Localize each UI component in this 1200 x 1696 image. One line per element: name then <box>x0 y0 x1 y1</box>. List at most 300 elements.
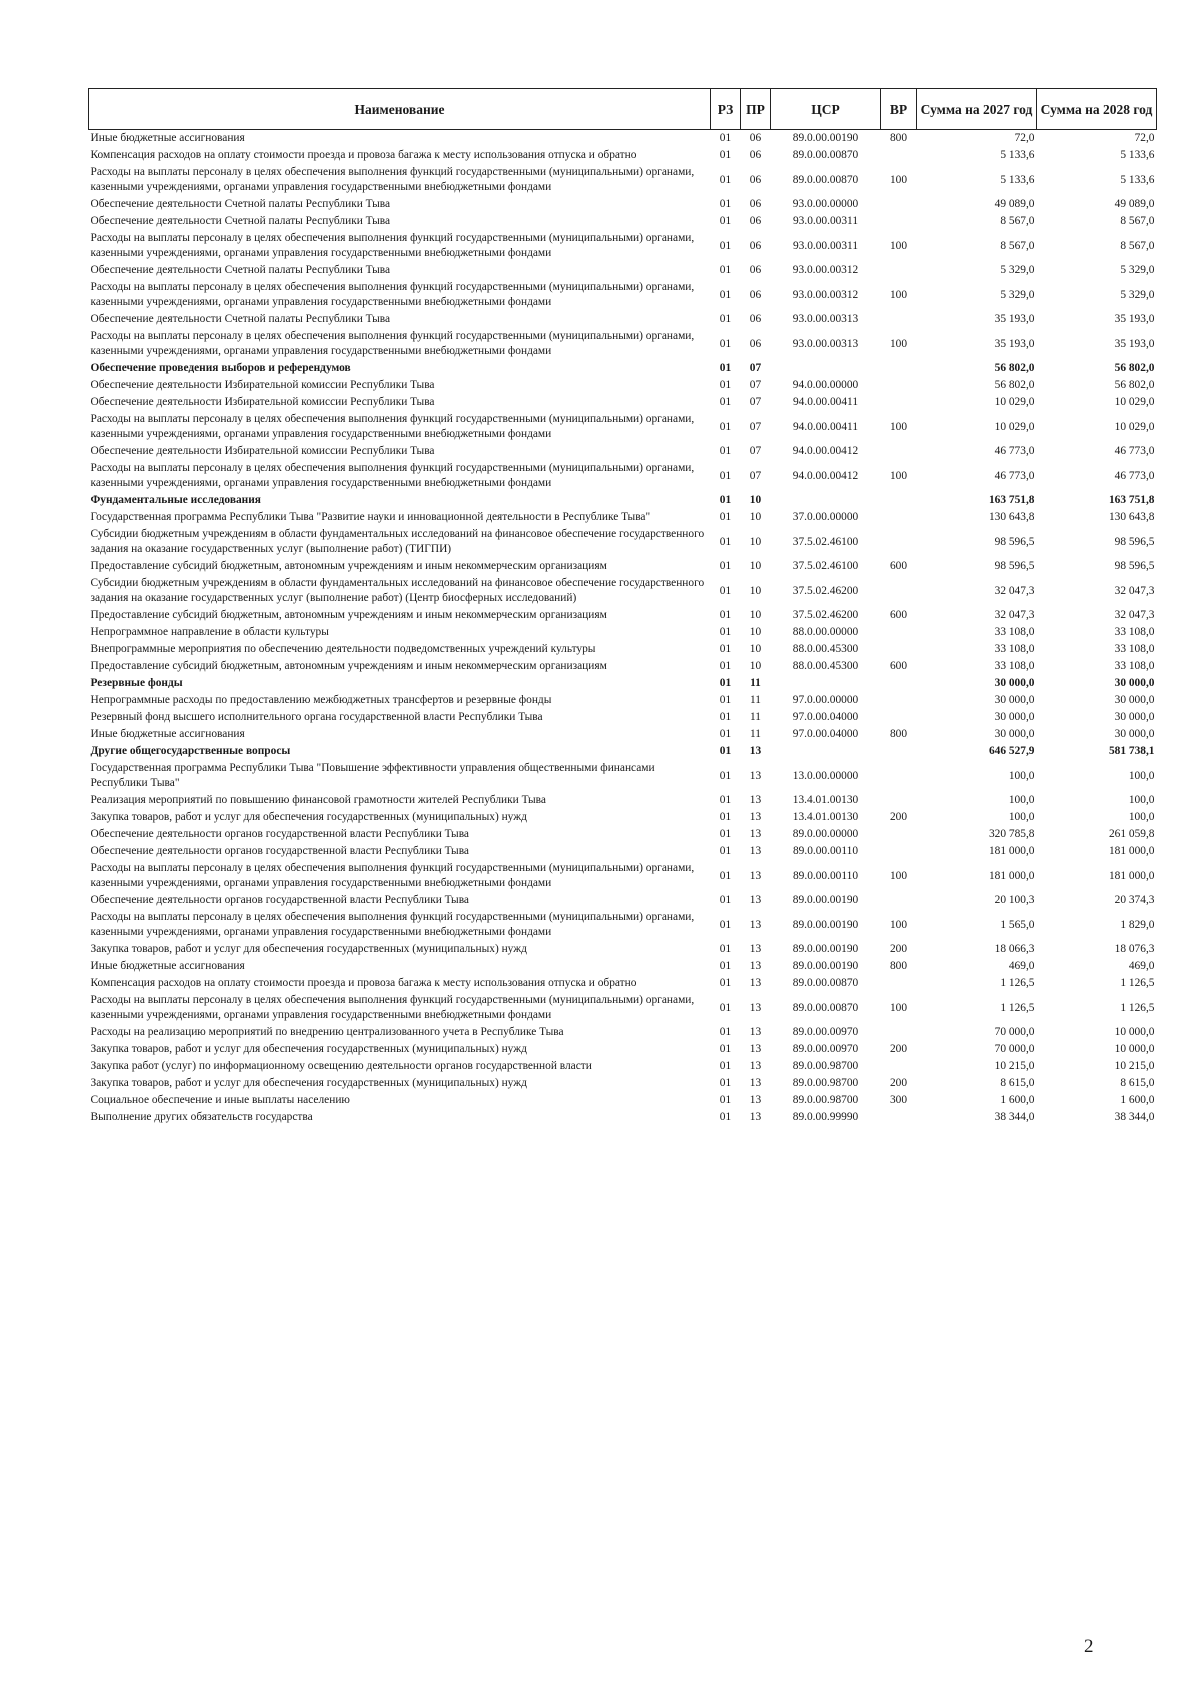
table-row <box>89 360 1157 377</box>
cell-name: Расходы на выплаты персоналу в целях обеспечения выполнения функций государственными (муниципальными) органами, казенными учреждениями, органами управления государственными внебюджетными фондами <box>90 281 695 308</box>
table-row <box>89 792 1157 809</box>
cell-vr <box>881 509 917 526</box>
cell-sum-2027: 10 029,0 <box>994 420 1035 433</box>
table-row <box>89 1058 1157 1075</box>
cell-rz: 01 <box>719 215 732 227</box>
cell-vr: 800 <box>889 132 908 144</box>
cell-sum-2027: 35 193,0 <box>994 337 1035 350</box>
cell-sum-2028: 20 374,3 <box>1114 894 1155 906</box>
cell-name: Расходы на выплаты персоналу в целях обеспечения выполнения функций государственными (муниципальными) органами, казенными учреждениями, органами управления государственными внебюджетными фондами <box>90 166 695 193</box>
cell-vr: 600 <box>889 560 908 572</box>
cell-vr <box>881 792 917 809</box>
cell-rz: 01 <box>719 745 732 757</box>
cell-sum-2027: 98 596,5 <box>994 560 1035 572</box>
table-body <box>89 130 1157 1127</box>
cell-sum-2028: 1 600,0 <box>1120 1094 1155 1106</box>
cell-vr <box>881 843 917 860</box>
cell-csr: 89.0.00.00870 <box>792 173 859 186</box>
cell-csr: 89.0.00.98700 <box>792 1077 859 1089</box>
cell-sum-2028: 49 089,0 <box>1114 198 1155 210</box>
cell-sum-2027: 30 000,0 <box>994 677 1035 689</box>
cell-rz: 01 <box>719 560 732 572</box>
cell-csr: 89.0.00.00870 <box>792 149 859 161</box>
table-row <box>89 279 1157 311</box>
cell-sum-2028: 46 773,0 <box>1114 469 1155 482</box>
cell-pr: 13 <box>749 794 762 806</box>
cell-sum-2028: 163 751,8 <box>1108 494 1155 506</box>
cell-vr <box>881 826 917 843</box>
cell-sum-2028: 8 615,0 <box>1120 1077 1155 1089</box>
cell-sum-2028: 5 133,6 <box>1120 173 1155 186</box>
cell-sum-2028: 181 000,0 <box>1108 869 1155 882</box>
table-row <box>89 909 1157 941</box>
cell-sum-2028: 18 076,3 <box>1114 943 1155 955</box>
cell-csr: 93.0.00.00000 <box>792 198 859 210</box>
cell-name: Обеспечение деятельности Счетной палаты Республики Тыва <box>90 215 391 227</box>
cell-name: Государственная программа Республики Тыва "Повышение эффективности управления общественными финансами Республики Тыва" <box>90 762 655 789</box>
table-row <box>89 675 1157 692</box>
cell-csr: 89.0.00.98700 <box>792 1094 859 1106</box>
cell-pr: 13 <box>749 845 762 857</box>
cell-pr: 13 <box>749 745 762 757</box>
cell-rz: 01 <box>719 264 732 276</box>
cell-csr: 94.0.00.00411 <box>792 396 859 408</box>
cell-rz: 01 <box>719 494 732 506</box>
cell-rz: 01 <box>719 694 732 706</box>
cell-name: Закупка товаров, работ и услуг для обеспечения государственных (муниципальных) нужд <box>90 943 527 955</box>
cell-csr: 89.0.00.00870 <box>792 977 859 989</box>
table-row <box>89 377 1157 394</box>
cell-pr: 13 <box>749 960 762 972</box>
cell-rz: 01 <box>719 239 732 252</box>
cell-name: Расходы на выплаты персоналу в целях обеспечения выполнения функций государственными (муниципальными) органами, казенными учреждениями, органами управления государственными внебюджетными фондами <box>90 862 695 889</box>
cell-sum-2027: 46 773,0 <box>994 445 1035 457</box>
cell-sum-2028: 1 829,0 <box>1120 918 1155 931</box>
cell-pr: 13 <box>749 869 762 882</box>
table-row <box>89 311 1157 328</box>
table-row <box>89 658 1157 675</box>
cell-sum-2028: 181 000,0 <box>1108 845 1155 857</box>
cell-csr: 37.5.02.46100 <box>792 535 859 548</box>
cell-name: Резервные фонды <box>90 677 183 689</box>
cell-csr: 94.0.00.00412 <box>792 445 859 457</box>
cell-pr: 11 <box>750 728 761 740</box>
cell-name: Компенсация расходов на оплату стоимости проезда и провоза багажа к месту использования отпуска и обратно <box>90 977 637 989</box>
cell-rz: 01 <box>719 469 732 482</box>
header-sum-2027: Сумма на 2027 год <box>917 89 1037 130</box>
cell-sum-2027: 5 133,6 <box>1000 149 1035 161</box>
cell-sum-2027: 49 089,0 <box>994 198 1035 210</box>
cell-pr: 07 <box>749 379 762 391</box>
table-row <box>89 164 1157 196</box>
cell-pr: 10 <box>749 609 762 621</box>
cell-sum-2027: 8 567,0 <box>1000 239 1035 252</box>
cell-pr: 07 <box>749 396 762 408</box>
cell-vr: 200 <box>889 1043 908 1055</box>
header-rz: РЗ <box>711 89 741 130</box>
table-row <box>89 460 1157 492</box>
cell-sum-2028: 35 193,0 <box>1114 337 1155 350</box>
cell-rz: 01 <box>719 1026 732 1038</box>
cell-name: Расходы на реализацию мероприятий по внедрению централизованного учета в Республике Тыва <box>90 1026 564 1038</box>
cell-name: Закупка товаров, работ и услуг для обеспечения государственных (муниципальных) нужд <box>90 1077 527 1089</box>
cell-pr: 06 <box>749 198 762 210</box>
cell-vr <box>881 262 917 279</box>
cell-sum-2027: 56 802,0 <box>994 362 1035 374</box>
cell-name: Реализация мероприятий по повышению финансовой грамотности жителей Республики Тыва <box>90 794 546 806</box>
cell-sum-2027: 100,0 <box>1008 769 1035 782</box>
cell-csr: 89.0.00.00970 <box>792 1026 859 1038</box>
cell-pr: 13 <box>749 811 762 823</box>
cell-sum-2028: 5 133,6 <box>1120 149 1155 161</box>
cell-sum-2028: 32 047,3 <box>1114 584 1155 597</box>
cell-rz: 01 <box>719 1094 732 1106</box>
cell-sum-2027: 181 000,0 <box>988 845 1035 857</box>
cell-vr: 200 <box>889 811 908 823</box>
cell-csr: 37.5.02.46100 <box>792 560 859 572</box>
cell-rz: 01 <box>719 918 732 931</box>
cell-pr: 13 <box>749 943 762 955</box>
cell-csr: 93.0.00.00313 <box>792 337 859 350</box>
cell-vr: 100 <box>889 173 908 186</box>
cell-sum-2027: 130 643,8 <box>988 511 1035 523</box>
cell-rz: 01 <box>719 626 732 638</box>
cell-pr: 13 <box>749 1043 762 1055</box>
cell-pr: 06 <box>749 313 762 325</box>
table-row <box>89 809 1157 826</box>
cell-csr: 89.0.00.98700 <box>792 1060 859 1072</box>
cell-csr: 13.4.01.00130 <box>792 794 859 806</box>
cell-pr: 06 <box>749 264 762 276</box>
cell-sum-2028: 33 108,0 <box>1114 660 1155 672</box>
cell-vr: 300 <box>889 1094 908 1106</box>
table-row <box>89 394 1157 411</box>
table-row <box>89 709 1157 726</box>
cell-rz: 01 <box>719 660 732 672</box>
cell-name: Расходы на выплаты персоналу в целях обеспечения выполнения функций государственными (муниципальными) органами, казенными учреждениями, органами управления государственными внебюджетными фондами <box>90 232 695 259</box>
cell-csr: 94.0.00.00412 <box>792 469 859 482</box>
cell-sum-2028: 98 596,5 <box>1114 535 1155 548</box>
cell-vr: 100 <box>889 469 908 482</box>
cell-sum-2027: 163 751,8 <box>988 494 1035 506</box>
cell-vr <box>881 709 917 726</box>
cell-vr: 100 <box>889 1001 908 1014</box>
cell-sum-2027: 33 108,0 <box>994 660 1035 672</box>
cell-sum-2027: 10 029,0 <box>994 396 1035 408</box>
cell-vr: 100 <box>889 288 908 301</box>
cell-csr: 89.0.00.00190 <box>792 943 859 955</box>
cell-vr: 100 <box>889 337 908 350</box>
cell-rz: 01 <box>719 379 732 391</box>
cell-csr: 93.0.00.00312 <box>792 264 859 276</box>
cell-name: Иные бюджетные ассигнования <box>90 132 245 144</box>
table-row <box>89 941 1157 958</box>
budget-sheet <box>88 88 1156 1126</box>
cell-sum-2027: 646 527,9 <box>988 745 1035 757</box>
cell-vr: 600 <box>889 660 908 672</box>
cell-pr: 06 <box>749 288 762 301</box>
cell-csr: 97.0.00.00000 <box>792 694 859 706</box>
cell-vr <box>881 311 917 328</box>
cell-name: Обеспечение деятельности Счетной палаты Республики Тыва <box>90 264 391 276</box>
cell-sum-2028: 56 802,0 <box>1114 362 1155 374</box>
table-row <box>89 860 1157 892</box>
cell-sum-2028: 10 029,0 <box>1114 420 1155 433</box>
cell-name: Обеспечение деятельности Избирательной комиссии Республики Тыва <box>90 445 435 457</box>
cell-sum-2027: 100,0 <box>1008 794 1035 806</box>
cell-sum-2028: 5 329,0 <box>1120 264 1155 276</box>
cell-csr: 97.0.00.04000 <box>792 728 859 740</box>
cell-sum-2027: 33 108,0 <box>994 643 1035 655</box>
cell-name: Обеспечение деятельности Счетной палаты Республики Тыва <box>90 198 391 210</box>
table-row <box>89 958 1157 975</box>
cell-sum-2028: 100,0 <box>1128 794 1155 806</box>
table-row <box>89 147 1157 164</box>
cell-sum-2027: 100,0 <box>1008 811 1035 823</box>
cell-vr <box>881 1058 917 1075</box>
table-row <box>89 743 1157 760</box>
cell-rz: 01 <box>719 420 732 433</box>
cell-rz: 01 <box>719 198 732 210</box>
cell-csr: 97.0.00.04000 <box>792 711 859 723</box>
cell-sum-2028: 98 596,5 <box>1114 560 1155 572</box>
cell-pr: 07 <box>749 469 762 482</box>
cell-pr: 06 <box>749 132 762 144</box>
cell-sum-2028: 8 567,0 <box>1120 239 1155 252</box>
cell-name: Закупка товаров, работ и услуг для обеспечения государственных (муниципальных) нужд <box>90 1043 527 1055</box>
table-row <box>89 230 1157 262</box>
table-row <box>89 1075 1157 1092</box>
cell-name: Другие общегосударственные вопросы <box>90 745 291 757</box>
cell-rz: 01 <box>719 396 732 408</box>
cell-vr: 100 <box>889 420 908 433</box>
cell-rz: 01 <box>719 445 732 457</box>
cell-name: Расходы на выплаты персоналу в целях обеспечения выполнения функций государственными (муниципальными) органами, казенными учреждениями, органами управления государственными внебюджетными фондами <box>90 462 695 489</box>
table-row <box>89 196 1157 213</box>
cell-csr: 93.0.00.00311 <box>792 239 859 252</box>
cell-pr: 13 <box>749 918 762 931</box>
cell-csr: 37.5.02.46200 <box>792 584 859 597</box>
cell-sum-2028: 30 000,0 <box>1114 677 1155 689</box>
table-row <box>89 1092 1157 1109</box>
cell-rz: 01 <box>719 362 732 374</box>
cell-name: Обеспечение деятельности органов государственной власти Республики Тыва <box>90 894 469 906</box>
cell-pr: 11 <box>750 677 761 689</box>
cell-csr: 89.0.00.00970 <box>792 1043 859 1055</box>
cell-name: Предоставление субсидий бюджетным, автономным учреждениям и иным некоммерческим организациям <box>90 609 607 621</box>
cell-sum-2028: 100,0 <box>1128 811 1155 823</box>
cell-vr <box>881 1024 917 1041</box>
cell-rz: 01 <box>719 288 732 301</box>
table-row <box>89 760 1157 792</box>
cell-sum-2028: 30 000,0 <box>1114 728 1155 740</box>
table-row <box>89 411 1157 443</box>
cell-csr: 88.0.00.00000 <box>792 626 859 638</box>
cell-pr: 13 <box>749 1077 762 1089</box>
cell-csr: 93.0.00.00312 <box>792 288 859 301</box>
cell-rz: 01 <box>719 511 732 523</box>
cell-sum-2028: 1 126,5 <box>1120 977 1155 989</box>
cell-sum-2027: 5 133,6 <box>1000 173 1035 186</box>
cell-rz: 01 <box>719 677 732 689</box>
cell-csr <box>771 675 881 692</box>
table-row <box>89 692 1157 709</box>
cell-sum-2027: 469,0 <box>1008 960 1035 972</box>
cell-csr: 89.0.00.00190 <box>792 918 859 931</box>
cell-name: Субсидии бюджетным учреждениям в области фундаментальных исследований на финансовое обеспечение государственного задания на оказание государственных услуг (выполнение работ) (ТИГПИ) <box>90 528 705 555</box>
cell-sum-2027: 10 215,0 <box>994 1060 1035 1072</box>
cell-name: Обеспечение деятельности Избирательной комиссии Республики Тыва <box>90 396 435 408</box>
cell-vr: 100 <box>889 239 908 252</box>
cell-sum-2028: 33 108,0 <box>1114 626 1155 638</box>
cell-sum-2027: 18 066,3 <box>994 943 1035 955</box>
cell-pr: 06 <box>749 173 762 186</box>
cell-name: Обеспечение деятельности органов государственной власти Республики Тыва <box>90 828 469 840</box>
cell-vr: 100 <box>889 918 908 931</box>
cell-sum-2028: 33 108,0 <box>1114 643 1155 655</box>
cell-csr: 89.0.00.99990 <box>792 1111 859 1123</box>
cell-name: Непрограммные расходы по предоставлению межбюджетных трансфертов и резервные фонды <box>90 694 552 706</box>
cell-csr: 88.0.00.45300 <box>792 660 859 672</box>
table-row <box>89 826 1157 843</box>
table-row <box>89 130 1157 148</box>
cell-name: Обеспечение деятельности Избирательной комиссии Республики Тыва <box>90 379 435 391</box>
cell-sum-2027: 70 000,0 <box>994 1043 1035 1055</box>
table-row <box>89 892 1157 909</box>
cell-vr <box>881 975 917 992</box>
cell-pr: 10 <box>749 560 762 572</box>
cell-vr: 200 <box>889 943 908 955</box>
cell-csr: 93.0.00.00311 <box>792 215 859 227</box>
cell-pr: 10 <box>749 626 762 638</box>
cell-vr <box>881 641 917 658</box>
header-csr: ЦСР <box>771 89 881 130</box>
table-row <box>89 262 1157 279</box>
cell-name: Расходы на выплаты персоналу в целях обеспечения выполнения функций государственными (муниципальными) органами, казенными учреждениями, органами управления государственными внебюджетными фондами <box>90 330 695 357</box>
cell-sum-2028: 469,0 <box>1128 960 1155 972</box>
cell-vr <box>881 147 917 164</box>
cell-csr: 89.0.00.00110 <box>792 869 859 882</box>
table-row <box>89 443 1157 460</box>
cell-sum-2027: 72,0 <box>1014 132 1035 144</box>
cell-pr: 13 <box>749 769 762 782</box>
cell-vr <box>881 675 917 692</box>
table-row <box>89 558 1157 575</box>
cell-sum-2027: 20 100,3 <box>994 894 1035 906</box>
cell-sum-2028: 10 000,0 <box>1114 1043 1155 1055</box>
table-row <box>89 726 1157 743</box>
table-row <box>89 526 1157 558</box>
cell-sum-2027: 181 000,0 <box>988 869 1035 882</box>
cell-name: Расходы на выплаты персоналу в целях обеспечения выполнения функций государственными (муниципальными) органами, казенными учреждениями, органами управления государственными внебюджетными фондами <box>90 413 695 440</box>
cell-name: Закупка товаров, работ и услуг для обеспечения государственных (муниципальных) нужд <box>90 811 527 823</box>
cell-sum-2028: 10 000,0 <box>1114 1026 1155 1038</box>
cell-sum-2028: 5 329,0 <box>1120 288 1155 301</box>
cell-name: Фундаментальные исследования <box>90 494 261 506</box>
cell-sum-2027: 46 773,0 <box>994 469 1035 482</box>
cell-csr <box>771 492 881 509</box>
cell-rz: 01 <box>719 845 732 857</box>
cell-sum-2028: 10 215,0 <box>1114 1060 1155 1072</box>
cell-sum-2027: 98 596,5 <box>994 535 1035 548</box>
cell-pr: 07 <box>749 362 762 374</box>
cell-rz: 01 <box>719 711 732 723</box>
cell-name: Закупка работ (услуг) по информационному освещению деятельности органов государственной власти <box>90 1060 592 1072</box>
cell-csr: 89.0.00.00110 <box>792 845 859 857</box>
cell-vr <box>881 692 917 709</box>
cell-vr <box>881 443 917 460</box>
cell-csr: 13.0.00.00000 <box>792 769 859 782</box>
cell-sum-2027: 1 600,0 <box>1000 1094 1035 1106</box>
cell-vr: 600 <box>889 609 908 621</box>
cell-rz: 01 <box>719 643 732 655</box>
cell-rz: 01 <box>719 535 732 548</box>
header-sum-2028: Сумма на 2028 год <box>1037 89 1157 130</box>
cell-rz: 01 <box>719 894 732 906</box>
cell-sum-2028: 30 000,0 <box>1114 694 1155 706</box>
cell-rz: 01 <box>719 132 732 144</box>
cell-name: Выполнение других обязательств государства <box>90 1111 313 1123</box>
cell-sum-2028: 35 193,0 <box>1114 313 1155 325</box>
cell-sum-2027: 30 000,0 <box>994 694 1035 706</box>
cell-pr: 11 <box>750 711 761 723</box>
cell-sum-2027: 70 000,0 <box>994 1026 1035 1038</box>
cell-vr <box>881 624 917 641</box>
cell-pr: 10 <box>749 643 762 655</box>
cell-rz: 01 <box>719 943 732 955</box>
cell-sum-2028: 10 029,0 <box>1114 396 1155 408</box>
table-row <box>89 975 1157 992</box>
cell-rz: 01 <box>719 828 732 840</box>
cell-sum-2027: 35 193,0 <box>994 313 1035 325</box>
cell-sum-2027: 56 802,0 <box>994 379 1035 391</box>
cell-rz: 01 <box>719 313 732 325</box>
cell-csr: 37.5.02.46200 <box>792 609 859 621</box>
cell-sum-2027: 8 615,0 <box>1000 1077 1035 1089</box>
cell-rz: 01 <box>719 869 732 882</box>
header-pr: ПР <box>741 89 771 130</box>
cell-csr: 93.0.00.00313 <box>792 313 859 325</box>
cell-csr: 89.0.00.00000 <box>792 828 859 840</box>
page-number: 2 <box>1084 1636 1094 1657</box>
cell-name: Государственная программа Республики Тыва "Развитие науки и инновационной деятельности в Республике Тыва" <box>90 511 651 523</box>
cell-pr: 13 <box>749 1001 762 1014</box>
cell-vr <box>881 526 917 558</box>
cell-pr: 06 <box>749 149 762 161</box>
cell-name: Расходы на выплаты персоналу в целях обеспечения выполнения функций государственными (муниципальными) органами, казенными учреждениями, органами управления государственными внебюджетными фондами <box>90 911 695 938</box>
table-row <box>89 607 1157 624</box>
cell-csr: 89.0.00.00190 <box>792 132 859 144</box>
cell-csr: 89.0.00.00190 <box>792 894 859 906</box>
cell-rz: 01 <box>719 1060 732 1072</box>
cell-rz: 01 <box>719 584 732 597</box>
cell-csr: 94.0.00.00411 <box>792 420 859 433</box>
cell-pr: 13 <box>749 977 762 989</box>
table-row <box>89 509 1157 526</box>
cell-rz: 01 <box>719 173 732 186</box>
cell-sum-2027: 1 565,0 <box>1000 918 1035 931</box>
cell-name: Предоставление субсидий бюджетным, автономным учреждениям и иным некоммерческим организациям <box>90 660 607 672</box>
cell-rz: 01 <box>719 337 732 350</box>
cell-vr: 200 <box>889 1077 908 1089</box>
cell-vr <box>881 196 917 213</box>
cell-csr: 94.0.00.00000 <box>792 379 859 391</box>
header-name: Наименование <box>89 89 711 130</box>
cell-pr: 06 <box>749 215 762 227</box>
cell-pr: 13 <box>749 828 762 840</box>
table-row <box>89 575 1157 607</box>
cell-sum-2028: 8 567,0 <box>1120 215 1155 227</box>
